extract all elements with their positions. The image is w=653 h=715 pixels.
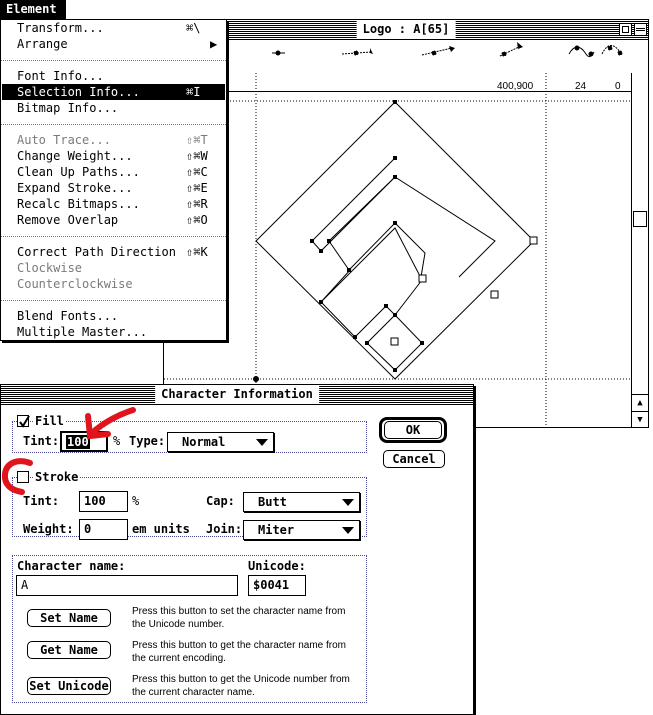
- menu-item-font-info[interactable]: Font Info...: [17, 69, 104, 83]
- menu-title-element[interactable]: Element: [0, 0, 66, 19]
- glyph-window-title: Logo : A[65]: [357, 21, 456, 38]
- character-name-field[interactable]: A: [16, 575, 238, 596]
- fill-percent-label: %: [113, 434, 121, 448]
- chevron-down-icon: [342, 527, 354, 534]
- toolbar-tool-icon: [342, 48, 373, 55]
- cap-label: Cap:: [206, 494, 235, 508]
- vertical-scrollbar[interactable]: [631, 73, 648, 427]
- element-menu: [0, 19, 227, 341]
- weight-field[interactable]: 0: [79, 519, 128, 540]
- dialog-titlebar[interactable]: [1, 385, 473, 405]
- menu-item-recalc-bitmaps[interactable]: Recalc Bitmaps... ⇧⌘R: [17, 197, 208, 211]
- glyph-window: [163, 19, 649, 428]
- scroll-down-icon[interactable]: ▼: [632, 411, 648, 427]
- origin-point: [253, 376, 259, 382]
- toolbar-tool-icon: [422, 46, 455, 55]
- menu-item-blend-fonts[interactable]: Blend Fonts...: [17, 309, 119, 323]
- menu-item-clockwise: Clockwise: [17, 261, 83, 275]
- menu-item-arrange[interactable]: Arrange ▶: [17, 37, 218, 51]
- stroke-percent-label: %: [132, 494, 140, 508]
- join-label: Join:: [206, 522, 243, 536]
- fill-checkbox[interactable]: [17, 415, 29, 427]
- zoom-box-icon[interactable]: [619, 23, 632, 36]
- scroll-thumb[interactable]: [633, 211, 647, 227]
- set-name-button[interactable]: Set Name: [27, 609, 111, 627]
- unicode-label: Unicode:: [248, 559, 306, 573]
- weight-label: Weight:: [23, 522, 74, 536]
- stroke-checkbox[interactable]: [17, 471, 29, 483]
- toolbar-tool-icon: [272, 51, 285, 55]
- join-popup[interactable]: Miter: [243, 520, 360, 540]
- menu-item-remove-overlap[interactable]: Remove Overlap ⇧⌘O: [17, 213, 208, 227]
- fill-label: Fill: [35, 414, 64, 428]
- chevron-down-icon: [342, 499, 354, 506]
- unicode-field[interactable]: $0041: [248, 575, 306, 596]
- cancel-button[interactable]: Cancel: [383, 450, 445, 468]
- width-readout: 24: [575, 81, 587, 92]
- menu-item-multiple-master[interactable]: Multiple Master...: [17, 325, 148, 339]
- set-name-help: Press this button to set the character name from the Unicode number.: [132, 606, 346, 630]
- character-name-label: Character name:: [17, 559, 126, 573]
- set-unicode-help: Press this button to get the Unicode number from the current character name.: [132, 674, 350, 698]
- glyph-canvas[interactable]: [164, 73, 631, 429]
- fill-tint-label: Tint:: [23, 434, 60, 448]
- menu-item-expand-stroke[interactable]: Expand Stroke... ⇧⌘E: [17, 181, 208, 195]
- ok-button[interactable]: OK: [384, 421, 442, 439]
- cap-popup[interactable]: Butt: [243, 492, 360, 512]
- fill-type-popup[interactable]: Normal: [167, 432, 274, 452]
- scroll-up-icon[interactable]: ▲: [632, 394, 648, 410]
- fill-type-label: Type:: [129, 434, 166, 448]
- weight-unit-label: em units: [132, 522, 190, 536]
- glyph-outline: [256, 102, 534, 379]
- menu-item-transform[interactable]: Transform... ⌘\: [17, 21, 201, 35]
- coordinate-readout: 400,900: [497, 81, 534, 92]
- menu-item-auto-trace: Auto Trace... ⇧⌘T: [17, 133, 208, 147]
- stroke-label: Stroke: [35, 470, 79, 484]
- glyph-titlebar[interactable]: [164, 20, 648, 40]
- menu-item-counterclockwise: Counterclockwise: [17, 277, 133, 291]
- fill-tint-field[interactable]: 100: [60, 431, 108, 452]
- stroke-tint-field[interactable]: 100: [79, 491, 128, 512]
- get-name-button[interactable]: Get Name: [27, 641, 111, 659]
- stroke-tint-label: Tint:: [23, 494, 60, 508]
- chevron-down-icon: [256, 439, 268, 446]
- glyph-points: [310, 100, 424, 372]
- character-information-dialog: [0, 384, 474, 715]
- toolbar-tool-icon: [500, 42, 523, 56]
- menu-item-selection-info[interactable]: Selection Info... ⌘I: [2, 84, 225, 100]
- collapse-box-icon[interactable]: [634, 23, 647, 36]
- toolbar-tool-icon: [602, 45, 622, 55]
- menu-item-change-weight[interactable]: Change Weight... ⇧⌘W: [17, 149, 208, 163]
- set-unicode-button[interactable]: Set Unicode: [27, 677, 111, 695]
- menu-item-clean-up-paths[interactable]: Clean Up Paths... ⇧⌘C: [17, 165, 208, 179]
- toolbar-tool-icon: [569, 46, 594, 57]
- submenu-arrow-icon: ▶: [210, 37, 218, 51]
- get-name-help: Press this button to get the character name from the current encoding.: [132, 640, 346, 664]
- angle-readout: 0: [615, 81, 621, 92]
- dialog-title: Character Information: [155, 386, 319, 403]
- menu-item-correct-path-direction[interactable]: Correct Path Direction ⇧⌘K: [17, 245, 208, 259]
- menu-item-bitmap-info[interactable]: Bitmap Info...: [17, 101, 119, 115]
